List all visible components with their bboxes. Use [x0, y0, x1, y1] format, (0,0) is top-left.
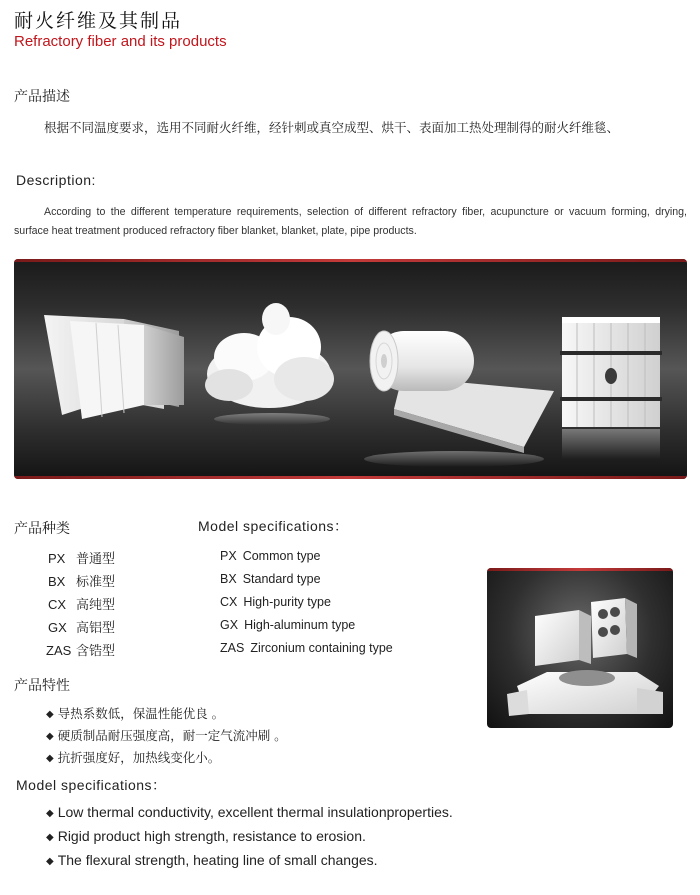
- description-text-en: According to the different temperature requirements, selection of different refractory fiber, acupuncture or vacuum forming, drying, surface heat treatment produced refractory fiber blanket, blanket, plate, pipe products.: [14, 206, 687, 237]
- products-banner-image: [14, 259, 687, 479]
- page-title-cn: 耐火纤维及其制品: [14, 10, 183, 32]
- types-heading-en: Model specifications：: [198, 518, 349, 534]
- feature-item-en-2: ◆ Rigid product high strength, resistance to erosion.: [46, 828, 366, 844]
- diamond-bullet-icon: ◆: [46, 832, 54, 843]
- list-item: GX 高铝型: [48, 620, 116, 636]
- list-item: BX Standard type: [220, 572, 321, 586]
- description-heading-cn: 产品描述: [14, 89, 70, 105]
- diamond-bullet-icon: ◆: [46, 856, 54, 867]
- product-photo: [487, 568, 673, 728]
- fiber-module: [560, 317, 662, 459]
- features-heading-en: Model specifications：: [16, 777, 167, 793]
- types-heading-cn: 产品种类: [14, 521, 70, 537]
- feature-item-cn-2: ◆ 硬质制品耐压强度高，耐一定气流冲刷 。: [46, 728, 287, 743]
- bulk-fiber-cotton: [205, 303, 334, 425]
- list-item: PX 普通型: [48, 551, 116, 567]
- list-item: ZAS 含锆型: [46, 643, 116, 659]
- list-item: PX Common type: [220, 549, 321, 563]
- feature-item-en-3: ◆ The flexural strength, heating line of small changes.: [46, 852, 378, 868]
- description-heading-en: Description:: [16, 172, 96, 188]
- banner-bottom-border: [14, 476, 687, 479]
- types-list-en: [220, 549, 480, 664]
- diamond-bullet-icon: ◆: [46, 709, 54, 720]
- list-item: BX 标准型: [48, 574, 116, 590]
- list-item: GX High-aluminum type: [220, 618, 356, 632]
- list-item: ZAS Zirconium containing type: [220, 641, 393, 655]
- list-item: CX 高纯型: [48, 597, 116, 613]
- page-title-en: Refractory fiber and its products: [14, 33, 227, 50]
- fiber-boards: [44, 315, 184, 419]
- diamond-bullet-icon: ◆: [46, 731, 54, 742]
- feature-item-en-1: ◆ Low thermal conductivity, excellent thermal insulationproperties.: [46, 804, 453, 820]
- fiber-bricks-illustration: [487, 568, 673, 728]
- types-list-cn: [48, 548, 198, 663]
- list-item: CX High-purity type: [220, 595, 331, 609]
- fiber-blanket-roll: [364, 331, 554, 467]
- description-text-cn: 根据不同温度要求，选用不同耐火纤维，经针刺或真空成型、烘干、表面加工热处理制得的耐火纤维毯、: [44, 120, 620, 135]
- features-heading-cn: 产品特性: [14, 678, 70, 694]
- feature-item-cn-3: ◆ 抗折强度好，加热线变化小。: [46, 750, 221, 765]
- feature-item-cn-1: ◆ 导热系数低，保温性能优良 。: [46, 706, 225, 721]
- diamond-bullet-icon: ◆: [46, 808, 54, 819]
- diamond-bullet-icon: ◆: [46, 753, 54, 764]
- products-illustration: [14, 259, 687, 479]
